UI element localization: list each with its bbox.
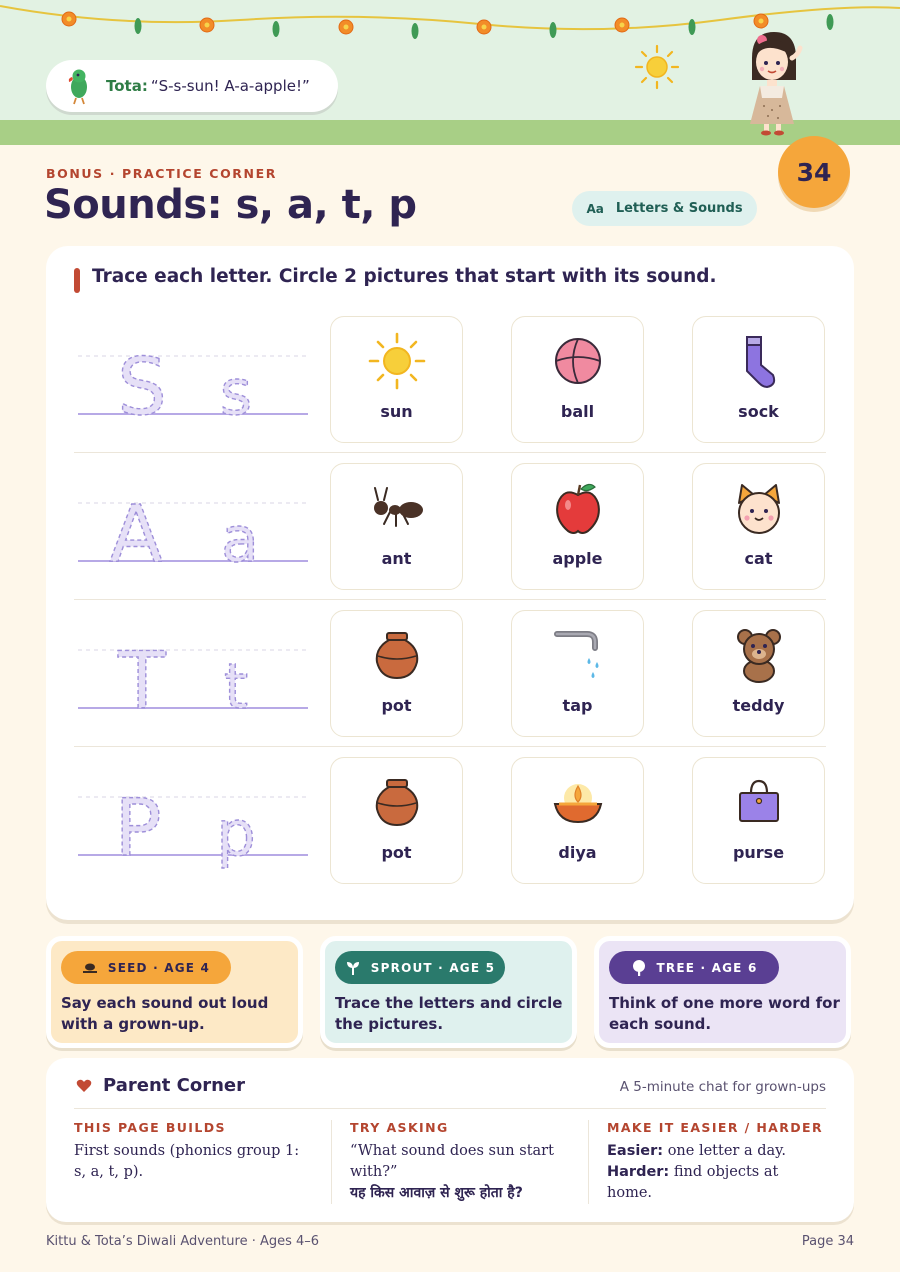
trace-letter-upper: T — [118, 637, 166, 727]
picture-card-cat[interactable] — [692, 463, 825, 590]
level-tag-sprout — [335, 951, 505, 984]
level-card-tree — [594, 936, 851, 1048]
col-heading: TRY ASKING — [350, 1120, 449, 1135]
column-divider — [588, 1120, 589, 1204]
page-title: Sounds: s, a, t, p — [44, 182, 417, 228]
level-card-seed — [46, 936, 303, 1048]
level-tag-seed — [61, 951, 231, 984]
cat-icon — [734, 481, 784, 535]
apple-icon — [554, 481, 602, 535]
kittu-character-icon — [742, 28, 806, 136]
letter-row-p — [74, 747, 826, 894]
letter-row-t — [74, 600, 826, 747]
trace-letters-s[interactable] — [78, 306, 308, 453]
section-eyebrow: BONUS · PRACTICE CORNER — [46, 166, 277, 181]
trace-letter-lower: t — [223, 650, 249, 723]
sun-icon — [368, 332, 426, 390]
heart-icon — [76, 1078, 92, 1094]
picture-card-ball[interactable] — [511, 316, 644, 443]
trace-letter-lower: p — [216, 797, 256, 870]
level-tag-tree — [609, 951, 779, 984]
sock-icon — [739, 333, 779, 389]
picture-card-pot[interactable] — [330, 610, 463, 737]
speech-bubble — [46, 60, 338, 112]
picture-label: pot — [381, 696, 412, 715]
picture-card-teddy[interactable] — [692, 610, 825, 737]
col-text: “What sound does sun start with?” — [350, 1143, 554, 1180]
seed-icon — [82, 961, 98, 975]
col-text — [607, 1141, 827, 1204]
picture-label: tap — [562, 696, 593, 715]
pot-icon — [373, 630, 421, 680]
letter-row-a — [74, 453, 826, 600]
picture-label: sun — [380, 402, 413, 421]
trace-letters-a[interactable] — [78, 453, 308, 600]
parent-col-builds — [74, 1120, 309, 1183]
sun-icon — [634, 44, 680, 90]
picture-card-purse[interactable] — [692, 757, 825, 884]
easier-text: one letter a day. — [667, 1143, 786, 1159]
level-text: Think of one more word for each sound. — [609, 994, 840, 1033]
parent-corner — [46, 1058, 854, 1222]
trace-letter-upper: P — [114, 784, 162, 874]
letter-row-s — [74, 306, 826, 453]
level-text: Trace the letters and circle the pictures. — [335, 994, 563, 1033]
instruction-marker — [74, 268, 80, 293]
picture-card-pot[interactable] — [330, 757, 463, 884]
subject-tag — [572, 191, 757, 226]
harder-label: Harder: — [607, 1164, 670, 1180]
picture-label: purse — [732, 843, 785, 862]
trace-letter-upper: A — [109, 490, 163, 580]
teddy-icon — [734, 627, 784, 683]
parent-corner-title: Parent Corner — [103, 1075, 245, 1096]
col-heading: THIS PAGE BUILDS — [74, 1120, 226, 1135]
picture-card-sun[interactable] — [330, 316, 463, 443]
picture-card-diya[interactable] — [511, 757, 644, 884]
col-text-hindi: यह किस आवाज़ से शुरू होता है? — [350, 1185, 523, 1201]
picture-label: pot — [381, 843, 412, 862]
trace-letters-t[interactable] — [78, 600, 308, 747]
parent-divider — [74, 1108, 826, 1109]
trace-letter-lower: a — [221, 503, 259, 576]
column-divider — [331, 1120, 332, 1204]
picture-label: apple — [552, 549, 603, 568]
parrot-icon — [66, 67, 92, 105]
picture-card-apple[interactable] — [511, 463, 644, 590]
ant-icon — [368, 486, 426, 530]
level-tag-text: SEED · AGE 4 — [107, 960, 211, 975]
easier-label: Easier: — [607, 1143, 664, 1159]
picture-card-sock[interactable] — [692, 316, 825, 443]
diya-icon — [551, 780, 605, 824]
speaker-name: Tota: — [106, 77, 148, 95]
level-text: Say each sound out loud with a grown-up. — [61, 994, 269, 1033]
picture-label: ball — [560, 402, 595, 421]
harder-text: find objects at home. — [607, 1164, 779, 1201]
picture-card-tap[interactable] — [511, 610, 644, 737]
footer-book-title: Kittu & Tota’s Diwali Adventure · Ages 4–6 — [46, 1234, 320, 1249]
level-tag-text: SPROUT · AGE 5 — [370, 960, 496, 975]
trace-letter-upper: S — [117, 343, 167, 433]
purse-icon — [736, 779, 782, 825]
picture-card-ant[interactable] — [330, 463, 463, 590]
trace-letters-p[interactable] — [78, 747, 308, 894]
parent-col-easier — [607, 1120, 827, 1204]
subject-label: Letters & Sounds — [615, 201, 743, 216]
picture-label: diya — [558, 843, 597, 862]
page-number-badge: 34 — [778, 136, 850, 208]
picture-label: teddy — [732, 696, 785, 715]
speech-text: “S-s-sun! A-a-apple!” — [150, 77, 310, 95]
level-card-sprout — [320, 936, 577, 1048]
ball-icon — [553, 336, 603, 386]
activity-card — [46, 246, 854, 920]
parent-corner-subtitle: A 5-minute chat for grown-ups — [619, 1079, 826, 1095]
picture-label: cat — [744, 549, 773, 568]
col-text: First sounds (phonics group 1: s, a, t, p). — [74, 1143, 300, 1180]
instruction-text: Trace each letter. Circle 2 pictures that start with its sound. — [92, 266, 717, 287]
footer-page-number: Page 34 — [801, 1234, 854, 1249]
picture-label: sock — [738, 402, 779, 421]
picture-label: ant — [381, 549, 412, 568]
parent-col-ask — [350, 1120, 585, 1204]
trace-letter-lower: s — [219, 356, 253, 429]
pot-icon — [373, 777, 421, 827]
col-heading: MAKE IT EASIER / HARDER — [607, 1120, 824, 1135]
letters-icon: Aa — [586, 201, 604, 216]
tap-icon — [553, 628, 603, 682]
tree-icon — [631, 959, 647, 977]
level-tag-text: TREE · AGE 6 — [656, 960, 758, 975]
sprout-icon — [345, 960, 361, 976]
